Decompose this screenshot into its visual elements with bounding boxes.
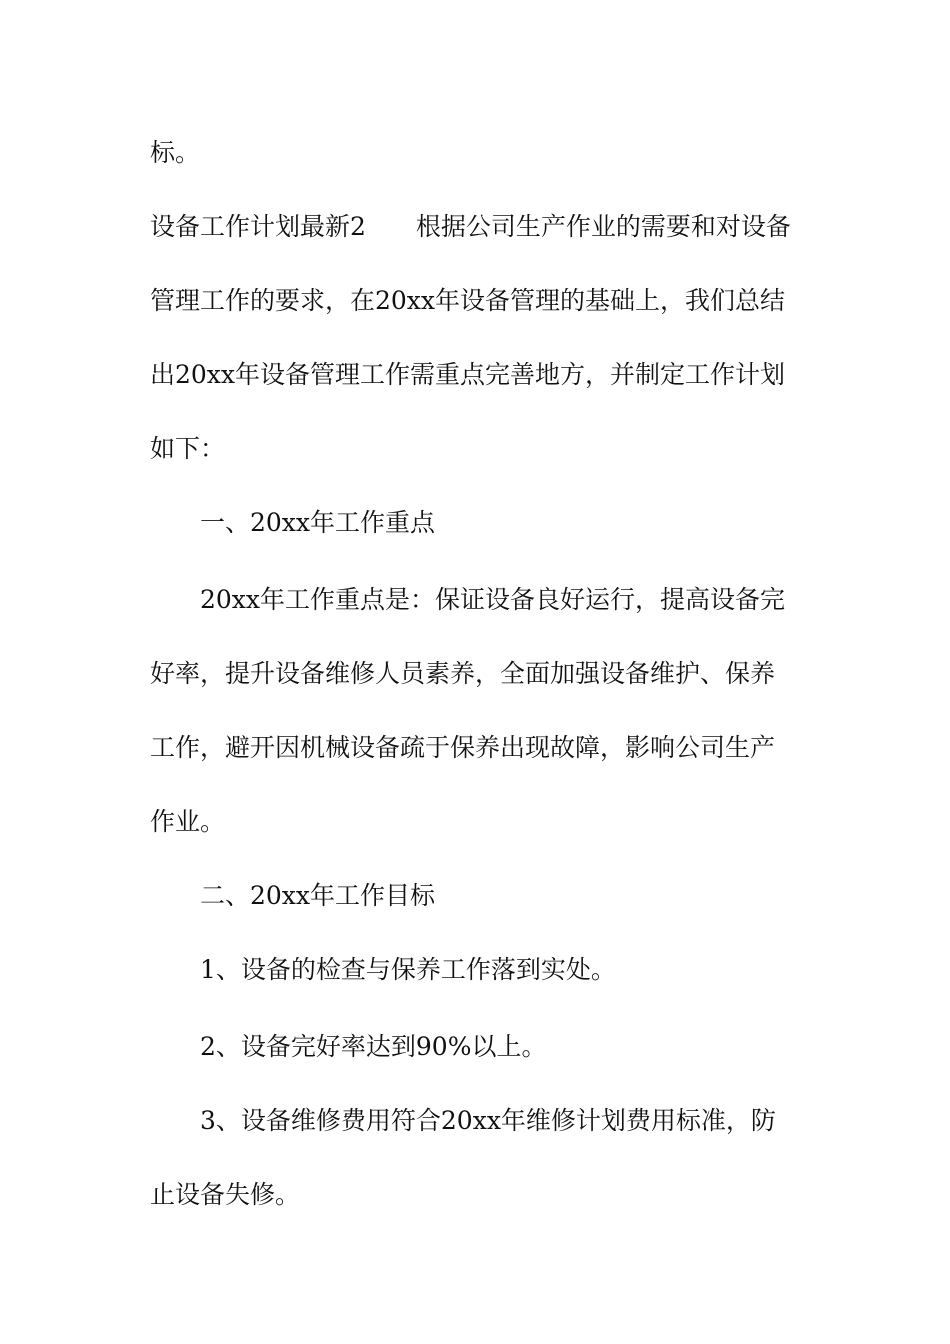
subheading-2: 二、20xx年工作目标 [200, 881, 436, 910]
list-item-3: 3、设备维修费用符合20xx年维修计划费用标准，防 [200, 1106, 776, 1135]
text-line: 如下： [150, 434, 226, 463]
subheading-1: 一、20xx年工作重点 [200, 508, 436, 537]
text-line: 作业。 [150, 807, 226, 836]
text-line: 管理工作的要求，在20xx年设备管理的基础上，我们总结 [150, 286, 786, 315]
text-line: 止设备失修。 [150, 1180, 301, 1209]
paragraph-start: 根据公司生产作业的需要和对设备 [415, 212, 791, 241]
section-title: 设备工作计划最新2 [150, 212, 366, 241]
text-line: 标。 [150, 138, 201, 167]
text-line: 好率，提升设备维修人员素养，全面加强设备维护、保养 [150, 659, 776, 688]
text-line: 出20xx年设备管理工作需重点完善地方，并制定工作计划 [150, 360, 786, 389]
section-heading-line [150, 211, 810, 243]
list-item-2: 2、设备完好率达到90%以上。 [200, 1032, 547, 1061]
text-line: 工作，避开因机械设备疏于保养出现故障，影响公司生产 [150, 733, 776, 762]
list-item-1: 1、设备的检查与保养工作落到实处。 [200, 955, 616, 984]
text-line: 20xx年工作重点是：保证设备良好运行，提高设备完 [200, 585, 786, 614]
